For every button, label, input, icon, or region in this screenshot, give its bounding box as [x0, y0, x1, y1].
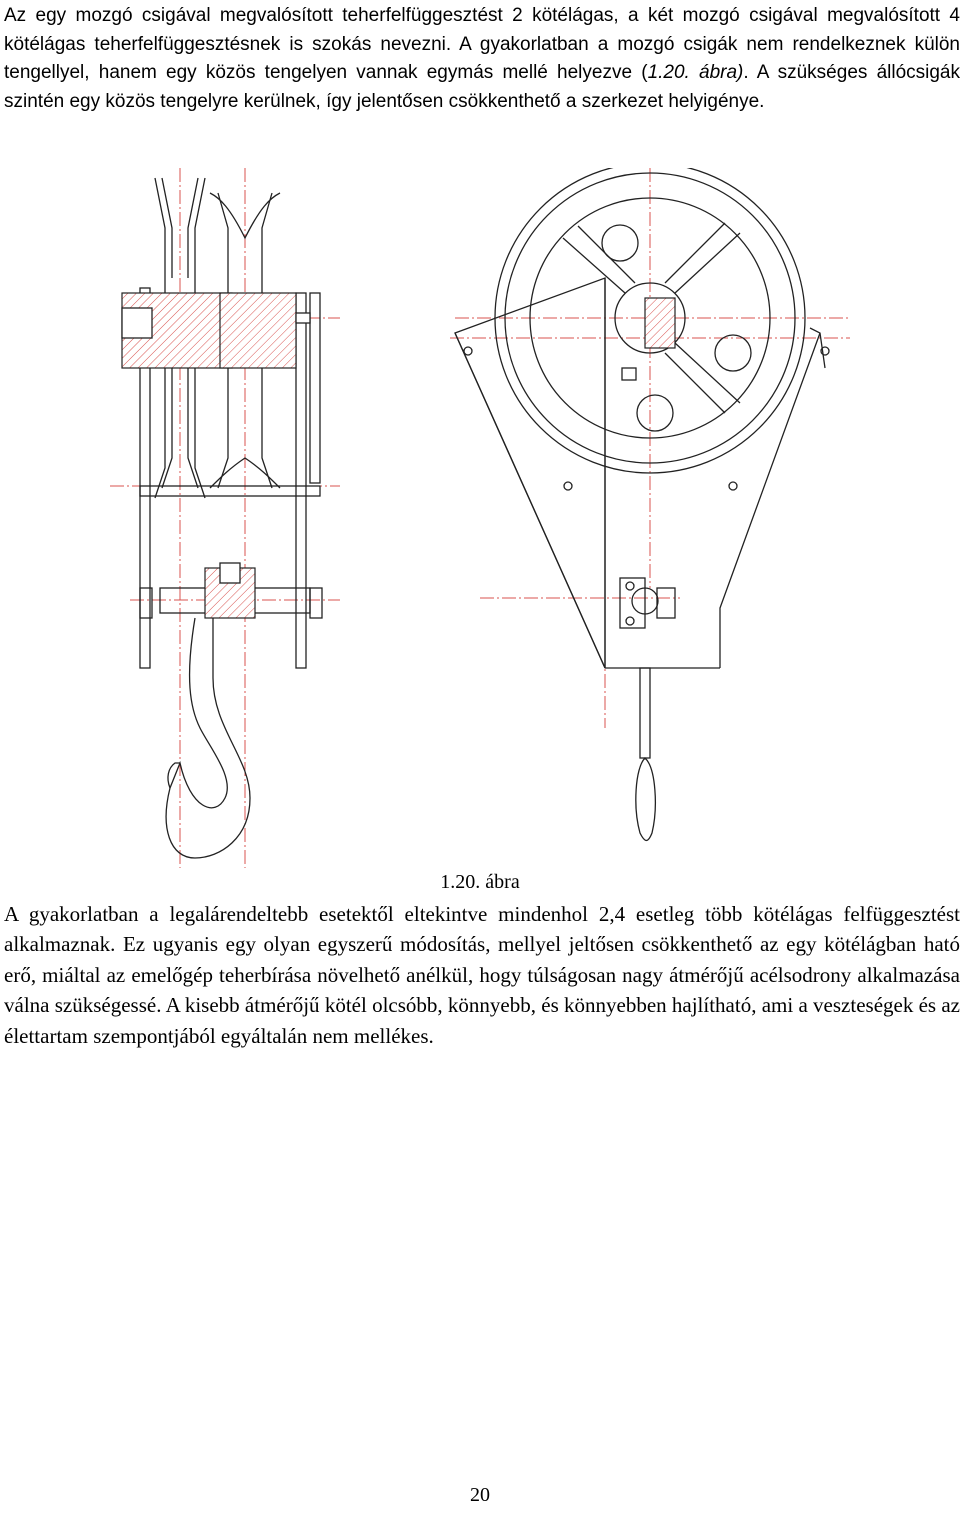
pulley-block-drawing	[100, 168, 860, 868]
body-paragraph: A gyakorlatban a legalárendeltebb esetektől eltekintve mindenhol 2,4 esetleg több kötélágas felfüggesztést alkalmaznak. Ez ugyanis egy olyan egyszerű módosítás, mellyel jeltősen csökkenthető az egy kötélágban ható erő, miáltal az emelőgép teherbírása növelhető anélkül, hogy túlságosan nagy átmérőjű acélsodrony alkalmazása válna szükségessé. A kisebb átmérőjű kötél olcsóbb, könnyebb, és könnyebben hajlítható, ami a veszteségek és az élettartam szempontjából egyáltalán nem mellékes.	[4, 902, 960, 1048]
page-number: 20	[470, 1484, 490, 1506]
figure-caption: 1.20. ábra	[440, 871, 520, 893]
figure-reference: 1.20. ábra)	[647, 62, 744, 84]
front-view	[450, 168, 850, 841]
intro-text-part2: . A szükséges állócsigák szintén egy közös tengelyre kerülnek, így jelentősen csökkenthető a szerkezet helyigénye.	[4, 62, 960, 113]
side-section-view	[110, 168, 340, 868]
bolt-marks	[464, 347, 829, 490]
intro-paragraph	[4, 2, 960, 117]
intro-text-part1: Az egy mozgó csigával megvalósított teherfelfüggesztést 2 kötélágas, a két mozgó csigával megvalósított 4 kötélágas teherfelfüggesztésnek is szokás nevezni. A gyakorlatban a mozgó csigák nem rendelkeznek külön tengellyel, hanem egy közös tengelyen vannak egymás mellé helyezve (	[4, 5, 960, 84]
figure-drawing	[100, 168, 860, 868]
